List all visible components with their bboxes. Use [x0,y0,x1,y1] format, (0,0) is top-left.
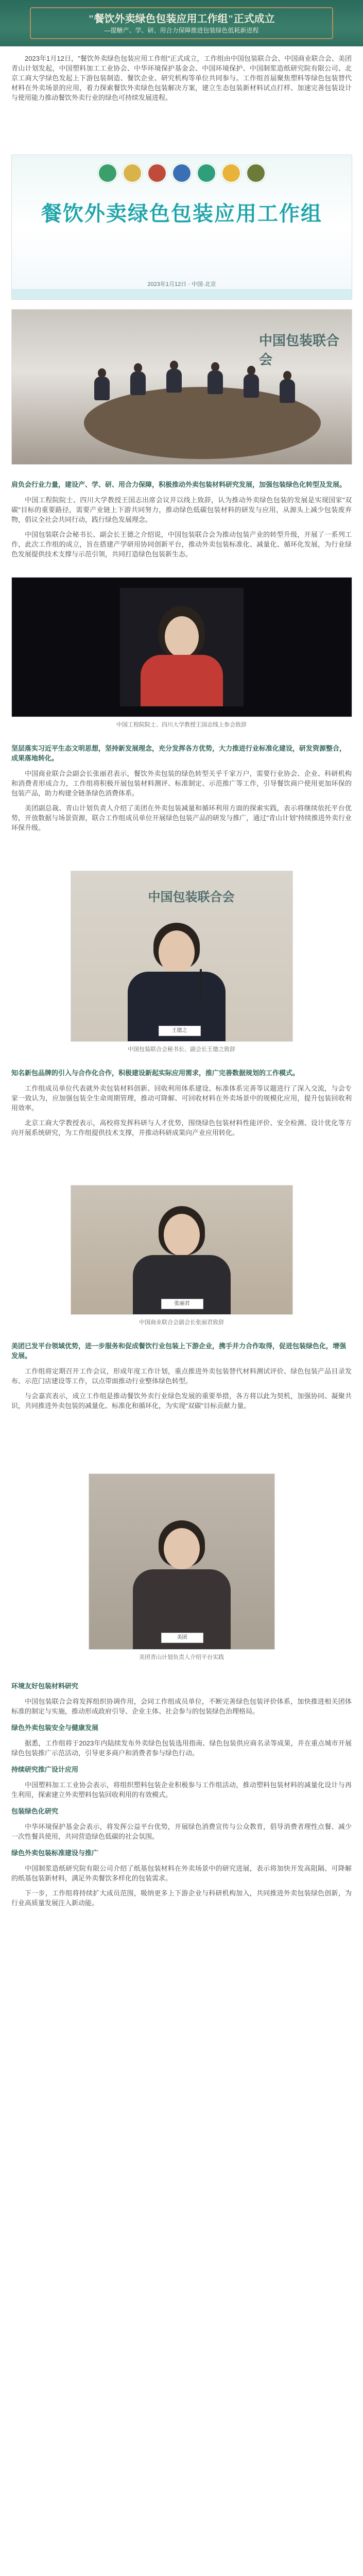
paragraph-11: 据悉，工作组将于2023年内陆续发布外卖绿色包装选用指南、绿色包装供应商名录等成果，并在重点城市开展绿色包装推广示范活动，引导更多商户和消费者参与绿色行动。 [11,1739,352,1757]
section-heading: 知名新包品牌的引入与合作化合作，积极建设新起实际应用需求，推广完善数据规划的工作模式。 [11,1069,300,1077]
section-heading: 美团已发平台领域优势，进一步服务和促成餐饮行业包装上下游企业，携手并力合作取得，促进包装绿色化，增强发展。 [11,1342,347,1360]
section-heading: 包装绿色化研究 [11,1807,59,1815]
attendee-figure [280,379,295,403]
page-title: "餐饮外卖绿色包装应用工作组"正式成立 [88,13,275,25]
logo-icon [197,163,216,183]
attendee-figure [244,374,259,398]
portrait-block-3 [11,1473,352,1667]
sponsor-logos [12,163,352,183]
speaker-photo [89,1473,275,1650]
section-4 [11,1334,352,1416]
paragraph-15: 下一步，工作组将持续扩大成员范围，吸纳更多上下游企业与科研机构加入，共同推进外卖包装绿色创新，为行业高质量发展注入新动能。 [11,1889,352,1907]
banner-strip [12,289,352,299]
section-2 [11,737,352,838]
microphone [200,969,202,1000]
paragraph-4: 中国商业联合会副会长张丽君表示，餐饮外卖包装的绿色转型关乎千家万户，需要行业协会、企业、科研机构和消费者形成合力，工作组将积极开展包装材料测评、标准制定、示范推广等工作，引导餐饮商户使用更加环保的包装产品，助力构建全链条绿色消费体系。 [11,770,352,797]
speaker-face [159,930,195,974]
paragraph-7: 北京工商大学教授表示，高校将发挥科研与人才优势，围绕绿色包装材料性能评价、安全检测、设计优化等方向开展系统研究，为工作组提供技术支撑，并推动科研成果向产业应用转化。 [11,1119,352,1137]
banner-title: 餐饮外卖绿色包装应用工作组 [41,202,322,225]
section-heading: 持续研究推广设计应用 [11,1766,79,1773]
logo-icon [123,163,142,183]
paragraph-14: 中国制浆造纸研究院有限公司介绍了纸基包装材料在外卖场景中的研究进展，表示将加快开发高阻隔、可降解的纸基包装新材料，满足外卖餐饮多样化的包装需求。 [11,1865,352,1882]
section-1 [11,473,352,564]
page-subtitle: —提糖产、学、研、用合力保障推进包装绿色低耗新进程 [104,27,259,34]
attendee-figure [130,371,146,395]
photo-caption: 美团青山计划负责人介绍平台实践 [139,1654,224,1660]
photo-caption: 中国商业联合会副会长张丽君致辞 [139,1319,224,1326]
video-conference-image [11,577,352,717]
paragraph-12: 中国塑料加工工业协会表示，将组织塑料包装企业积极参与工作组活动，推动塑料包装材料的减量化设计与再生利用，探索建立外卖塑料包装回收利用的有效模式。 [11,1781,352,1799]
speaker-face [164,1528,200,1569]
logo-icon [246,163,266,183]
paragraph-3: 中国包装联合会秘书长、副会长王德之介绍说，中国包装联合会为推动包装产业的转型升级，开展了一系列工作，此次工作组的成立，旨在搭建产学研用协同创新平台，推动外卖包装标准化、减量化、循环化发展，为行业绿色发展提供技术支撑与示范引领，共同打造绿色包装新生态。 [11,531,352,558]
paragraph-5: 美团副总裁、青山计划负责人介绍了美团在外卖包装减量和循环利用方面的探索实践，表示将继续依托平台优势，开放数据与场景资源，联合工作组成员单位开展绿色包装产品的研发与推广，通过"青山计划"持续推进外卖行业环保升级。 [11,804,352,832]
name-plate: 王德之 [159,1026,201,1036]
event-banner-image [11,155,352,300]
name-plate: 张丽君 [161,1299,203,1309]
speaker-suit [141,655,223,706]
video-photo-block [11,577,352,735]
paragraph-9: 与会嘉宾表示，成立工作组是推动餐饮外卖行业绿色发展的重要举措，各方将以此为契机，加强协同、凝聚共识，共同推进外卖包装的减量化、标准化和循环化，为实现"双碳"目标贡献力量。 [11,1392,352,1410]
logo-icon [98,163,117,183]
section-5 [11,1674,352,1913]
article-header [0,0,363,46]
portrait-block-2 [11,1185,352,1332]
photo-caption: 中国工程院院士、四川大学教授王国志线上参会致辞 [116,722,247,728]
meeting-photo-block [11,309,352,465]
paragraph-10: 中国包装联合会将发挥组织协调作用，会同工作组成员单位，不断完善绿色包装评价体系，加快推进相关团体标准的制定与实施，推动形成政府引导、企业主体、社会参与的包装绿色治理格局。 [11,1698,352,1715]
speaker-photo [71,1185,293,1315]
banner-footer: 2023年1月12日 · 中国·北京 [147,281,216,287]
paragraph-13: 中华环境保护基金会表示，将发挥公益平台优势，开展绿色消费宣传与公众教育，倡导消费者理性点餐、减少一次性餐具使用，共同营造绿色低碳的社会氛围。 [11,1823,352,1840]
name-plate: 美团 [161,1633,203,1643]
section-heading: 肩负会行业力量，建设产、学、研、用合力保障，积极推动外卖包装材料研究发展，加强包装绿色化转型及发展。 [11,481,347,488]
section-heading: 环境友好包装材料研究 [11,1682,79,1690]
portrait-block-1 [11,871,352,1059]
section-heading: 坚层落实习近平生态文明思想，坚持新发展理念，充分发挥各方优势，大力推进行业标准化建设，研发资源整合，成果落地转化。 [11,744,347,762]
wall-logo-text: 中国包装联合会 [259,333,340,367]
meeting-room-image [11,309,352,465]
speaker-photo [71,871,293,1042]
section-intro [11,54,352,108]
attendee-figure [166,369,182,393]
logo-icon [221,163,241,183]
attendee-figure [94,377,110,400]
paragraph-1: 2023年1月12日，"餐饮外卖绿色包装应用工作组"正式成立，工作组由中国包装联合会、中国商业联合会、美团青山计划发起，中国塑料加工工业协会、中华环境保护基金会、中国环境保护、中国制浆造纸研究院有限公司、北京工商大学绿色发起上下游包装制造、餐饮企业、研究机构等单位共同参与。工作组首届聚焦塑料等绿色包装替代材料在外卖场景的应用，着力探索餐饮外卖绿色包装解决方案，建立生态包装新材料试点打样、加速完善包装设计与使用能力推动餐饮外卖行业的绿色可持续发展进程。 [11,55,352,101]
section-heading: 绿色外卖包装安全与健康发展 [11,1724,99,1732]
banner-photo-block [11,155,352,300]
wall-logo-text: 中国包装联合会 [148,890,235,904]
logo-icon [147,163,167,183]
paragraph-8: 工作组将定期召开工作会议，形成年度工作计划，重点推进外卖包装替代材料测试评价、绿色包装产品目录发布、示范门店建设等工作，以点带面推动行业整体绿色转型。 [11,1367,352,1385]
photo-caption: 中国包装联合会秘书长、副会长王德之致辞 [128,1046,235,1053]
paragraph-2: 中国工程院院士、四川大学教授王国志出席会议并以线上致辞，认为推动外卖绿色包装的发展是实现国家"双碳"目标的重要路径，需要产业链上下游共同努力，推动绿色低碳包装材料的研发与应用，从源头上减少包装废弃物，倡议全社会共同行动，践行绿色发展理念。 [11,496,352,523]
section-heading: 绿色外卖包装标准建设与推广 [11,1849,99,1857]
speaker-face [164,1214,200,1256]
logo-icon [172,163,192,183]
attendee-figure [208,370,223,394]
section-3 [11,1061,352,1143]
paragraph-6: 工作组成员单位代表就外卖包装材料创新、回收利用体系建设、标准体系完善等议题进行了深入交流，与会专家一致认为，应加强包装全生命周期管理，推动可降解、可回收材料在外卖场景中的规模化应用，提升包装回收利用效率。 [11,1084,352,1112]
speaker-face [165,616,199,657]
